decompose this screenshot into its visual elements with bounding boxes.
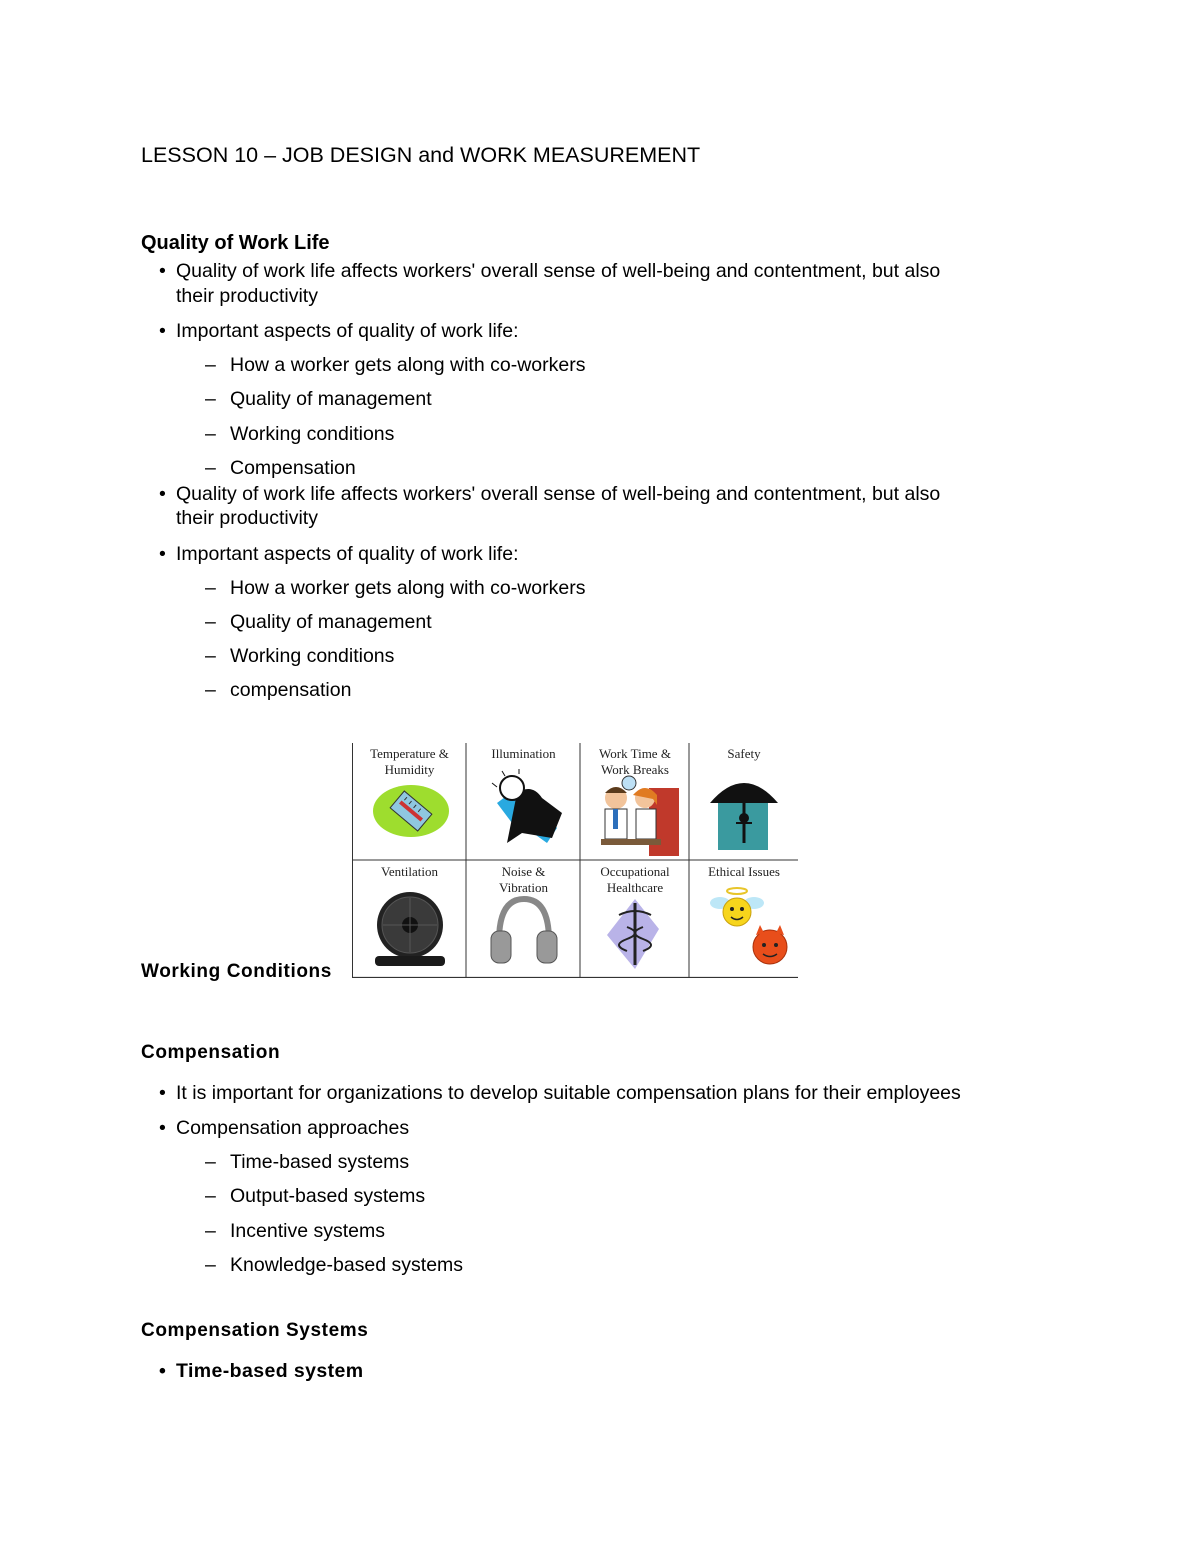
cell-safety [690, 743, 798, 860]
working-conditions-figure [352, 743, 798, 978]
cell-label: Ethical Issues [708, 864, 780, 879]
section-heading-compensation: Compensation [141, 1042, 281, 1063]
sub-bullet-item: – Output-based systems [205, 1185, 426, 1207]
sub-bullet-item: – Quality of management [205, 388, 432, 410]
bullet-item: • Important aspects of quality of work life: [159, 320, 519, 342]
bullet-item: • It is important for organizations to develop suitable compensation plans for their employees [159, 1082, 961, 1104]
bullet-item: • Important aspects of quality of work life: [159, 543, 519, 565]
sub-bullet-item: – How a worker gets along with co-workers [205, 577, 586, 599]
cell-label: Illumination [491, 746, 556, 761]
sub-bullet-item: – Time-based systems [205, 1151, 410, 1173]
cell-label: Occupational Healthcare [600, 864, 670, 895]
cell-label: Noise & Vibration [498, 864, 549, 895]
cell-temperature-humidity [353, 743, 466, 860]
bullet-item: • Time-based system [159, 1360, 364, 1382]
cell-label: Safety [727, 746, 761, 761]
cell-label: Ventilation [380, 864, 439, 879]
cell-label: Work Time & Work Breaks [599, 746, 671, 777]
section-heading-compensation-systems: Compensation Systems [141, 1320, 369, 1341]
cell-illumination [467, 743, 580, 860]
bullet-item: • Quality of work life affects workers' overall sense of well-being and contentment, but also [159, 483, 941, 505]
sub-bullet-item: – How a worker gets along with co-workers [205, 354, 586, 376]
cell-ethical-issues [690, 861, 798, 977]
cell-occupational-healthcare [581, 861, 689, 977]
sub-bullet-item: – compensation [205, 679, 352, 701]
bullet-item-continuation: their productivity [176, 507, 318, 529]
sub-bullet-item: – Compensation [205, 457, 356, 479]
sub-bullet-item: – Working conditions [205, 645, 395, 667]
bullet-item: • Compensation approaches [159, 1117, 410, 1139]
bullet-item: • Quality of work life affects workers' overall sense of well-being and contentment, but also [159, 260, 941, 282]
section-heading-working-conditions: Working Conditions [141, 961, 332, 982]
bullet-item-continuation: their productivity [176, 285, 318, 307]
cell-label: Temperature & Humidity [370, 746, 449, 777]
section-heading-quality-of-work-life: Quality of Work Life [141, 232, 330, 254]
page-title: LESSON 10 – JOB DESIGN and WORK MEASUREMENT [141, 143, 701, 167]
cell-noise-vibration [467, 861, 580, 977]
cell-ventilation [353, 861, 466, 977]
sub-bullet-item: – Knowledge-based systems [205, 1254, 464, 1276]
cell-work-time-breaks [581, 743, 689, 860]
sub-bullet-item: – Working conditions [205, 423, 395, 445]
sub-bullet-item: – Incentive systems [205, 1220, 385, 1242]
sub-bullet-item: – Quality of management [205, 611, 432, 633]
